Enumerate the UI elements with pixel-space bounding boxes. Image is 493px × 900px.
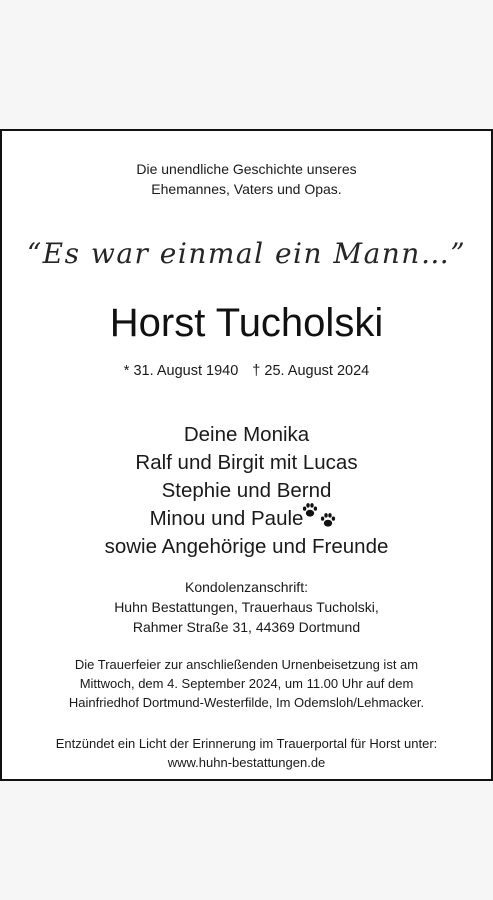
condolence-line: Rahmer Straße 31, 44369 Dortmund — [132, 619, 361, 635]
memorial-portal — [2, 734, 491, 772]
deceased-name: Horst Tucholski — [109, 301, 384, 345]
condolence-line: Huhn Bestattungen, Trauerhaus Tucholski, — [114, 599, 379, 615]
family-line: Stephie und Bernd — [161, 479, 332, 502]
life-dates — [2, 361, 491, 381]
ceremony-line: Die Trauerfeier zur anschließenden Urnenbeisetzung ist am — [74, 657, 419, 672]
family-line-pets — [2, 505, 491, 533]
ceremony-line: Mittwoch, dem 4. September 2024, um 11.00 Uhr auf dem — [79, 676, 414, 691]
intro-line: Die unendliche Geschichte unseres — [136, 161, 357, 177]
death-date: † 25. August 2024 — [252, 363, 370, 379]
birth-date: * 31. August 1940 — [123, 363, 239, 379]
family-line: Deine Monika — [183, 423, 310, 446]
intro-text — [2, 159, 491, 199]
portal-url: www.huhn-bestattungen.de — [167, 755, 326, 770]
paw-print-icon — [319, 511, 337, 529]
paw-prints — [303, 507, 343, 527]
ceremony-info — [2, 655, 491, 712]
portal-text: Entzündet ein Licht der Erinnerung im Trauerportal für Horst unter: — [55, 736, 438, 751]
condolence-line: Kondolenzanschrift: — [185, 579, 308, 595]
quote: “Es war einmal ein Mann…” — [26, 237, 467, 270]
intro-line: Ehemannes, Vaters und Opas. — [151, 181, 342, 197]
family-line: Ralf und Birgit mit Lucas — [135, 451, 358, 474]
ceremony-line: Hainfriedhof Dortmund-Westerfilde, Im Odemsloh/Lehmacker. — [68, 695, 425, 710]
condolence-address — [2, 577, 491, 637]
pets-names: Minou und Paule — [149, 507, 304, 530]
paw-print-icon — [301, 501, 319, 519]
obituary-notice — [0, 129, 493, 781]
family-list — [2, 421, 491, 561]
family-line: sowie Angehörige und Freunde — [104, 535, 389, 558]
